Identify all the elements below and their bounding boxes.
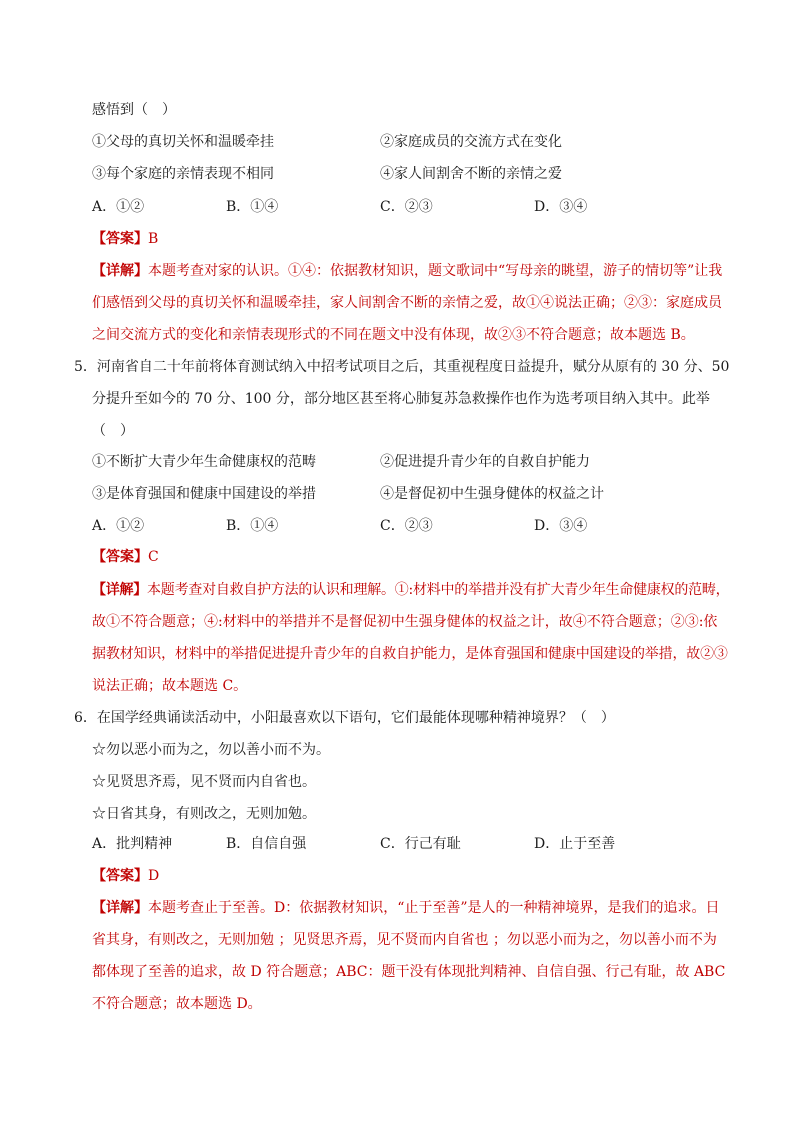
q5-choice-b: B．①④	[226, 518, 279, 534]
q4-choice-d: D．③④	[534, 199, 588, 215]
q5-answer	[92, 547, 159, 567]
q5-stem-line-1: 5．河南省自二十年前将体育测试纳入中招考试项目之后，其重视程度日益提升，赋分从原有的 30 分、50	[74, 359, 730, 375]
q4-detail-line-3: 之间交流方式的变化和亲情表现形式的不同在题文中没有体现，故②③不符合题意；故本题选 B。	[92, 327, 695, 343]
detail-tag: 【详解】	[92, 582, 148, 598]
q5-detail-line-2: 故①不符合题意；④:材料中的举措并不是督促初中生强身健体的权益之计，故④不符合题意；②③:依	[92, 614, 718, 630]
detail-text: 本题考查对自救自护方法的认识和理解。①:材料中的举措并没有扩大青少年生命健康权的范畴，	[147, 582, 730, 598]
q5-stem-line-3: （ ）	[92, 423, 134, 439]
q4-option-2: ②家庭成员的交流方式在变化	[380, 134, 562, 150]
detail-tag: 【详解】	[92, 263, 148, 279]
detail-text: 本题考查止于至善。D：依据教材知识，“止于至善”是人的一种精神境界，是我们的追求。日	[148, 900, 720, 916]
q5-choice-d: D．③④	[534, 518, 588, 534]
q6-answer	[92, 866, 159, 886]
q6-quote-3: ☆日省其身，有则改之，无则加勉。	[92, 806, 316, 822]
q6-detail-line-1	[92, 898, 720, 918]
q5-choice-c: C．②③	[380, 518, 433, 534]
q6-quote-2: ☆见贤思齐焉，见不贤而内自省也。	[92, 774, 316, 790]
q5-stem-line-2: 分提升至如今的 70 分、100 分，部分地区甚至将心肺复苏急救操作也作为选考项目纳入其中。此举	[92, 391, 710, 407]
q5-detail-line-1	[92, 580, 729, 600]
q4-option-1: ①父母的真切关怀和温暖牵挂	[92, 134, 274, 150]
q6-detail-line-3: 都体现了至善的追求，故 D 符合题意；ABC：题干没有体现批判精神、自信自强、行己有耻，故 ABC	[92, 964, 726, 980]
detail-text: 本题考查对家的认识。①④：依据教材知识，题文歌词中“写母亲的眺望，游子的情切等”让我	[148, 263, 723, 279]
answer-value: C	[148, 549, 159, 565]
q6-choice-d: D．止于至善	[534, 836, 616, 852]
q4-choice-a: A．①②	[92, 199, 145, 215]
q5-option-2: ②促进提升青少年的自救自护能力	[380, 454, 590, 470]
q5-option-1: ①不断扩大青少年生命健康权的范畴	[92, 454, 316, 470]
answer-value: B	[148, 231, 159, 247]
q4-stem-tail: 感悟到（ ）	[92, 102, 176, 118]
q4-choice-b: B．①④	[226, 199, 279, 215]
q6-choice-c: C．行己有耻	[380, 836, 461, 852]
q5-option-4: ④是督促初中生强身健体的权益之计	[380, 486, 604, 502]
q4-detail-line-2: 们感悟到父母的真切关怀和温暖牵挂，家人间割舍不断的亲情之爱，故①④说法正确；②③：家庭成员	[92, 295, 722, 311]
q5-detail-line-4: 说法正确；故本题选 C。	[92, 678, 248, 694]
q5-choice-a: A．①②	[92, 518, 145, 534]
q6-detail-line-2: 省其身，有则改之，无则加勉 ；见贤思齐焉，见不贤而内自省也 ；勿以恶小而为之，勿以善小而不为	[92, 932, 717, 948]
answer-value: D	[148, 868, 160, 884]
q4-option-4: ④家人间割舍不断的亲情之爱	[380, 166, 562, 182]
q6-detail-line-4: 不符合题意；故本题选 D。	[92, 996, 262, 1012]
q4-choice-c: C．②③	[380, 199, 433, 215]
detail-tag: 【详解】	[92, 900, 148, 916]
q4-answer	[92, 229, 158, 249]
q6-choice-b: B．自信自强	[226, 836, 307, 852]
q6-stem: 6．在国学经典诵读活动中，小阳最喜欢以下语句，它们最能体现哪种精神境界？（ ）	[74, 710, 615, 726]
q6-quote-1: ☆勿以恶小而为之，勿以善小而不为。	[92, 742, 330, 758]
answer-tag: 【答案】	[92, 549, 148, 565]
answer-tag: 【答案】	[92, 231, 148, 247]
q4-option-3: ③每个家庭的亲情表现不相同	[92, 166, 274, 182]
q5-option-3: ③是体育强国和健康中国建设的举措	[92, 486, 316, 502]
q6-choice-a: A．批判精神	[92, 836, 173, 852]
q5-detail-line-3: 据教材知识，材料中的举措促进提升青少年的自救自护能力，是体育强国和健康中国建设的举措，故②③	[92, 646, 728, 662]
answer-tag: 【答案】	[92, 868, 148, 884]
q4-detail-line-1	[92, 261, 722, 281]
